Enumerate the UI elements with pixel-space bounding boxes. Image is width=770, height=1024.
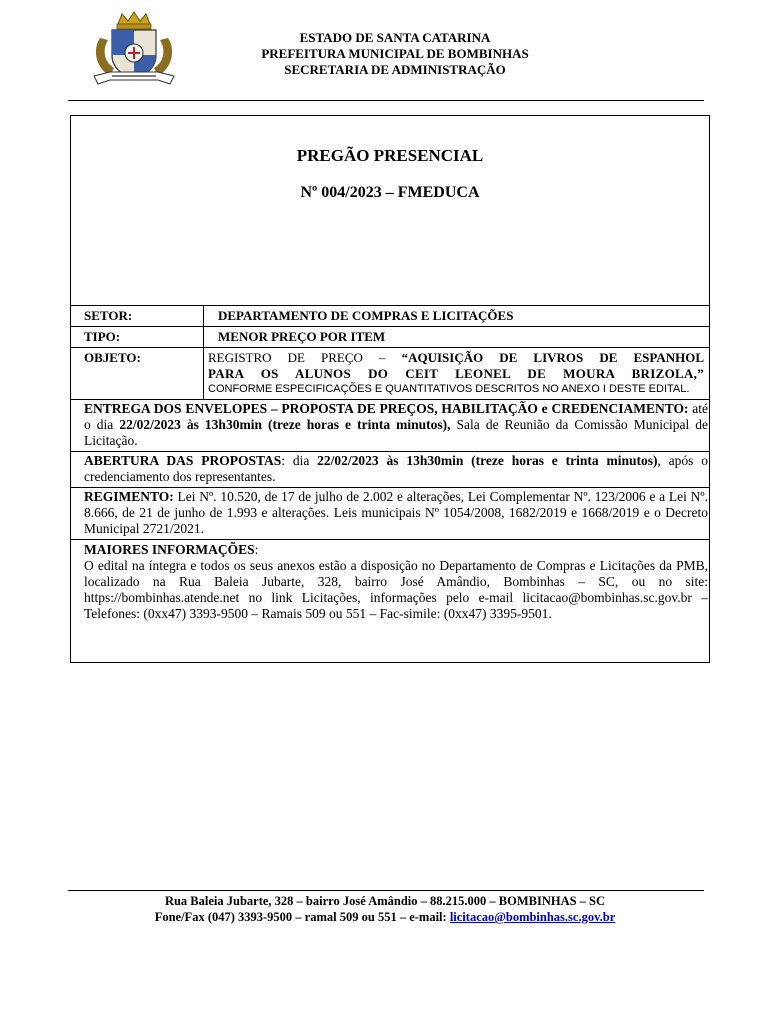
row-setor bbox=[70, 306, 710, 327]
entrega-section bbox=[70, 400, 710, 452]
header-prefecture: PREFEITURA MUNICIPAL DE BOMBINHAS bbox=[261, 46, 529, 61]
setor-value: DEPARTAMENTO DE COMPRAS E LICITAÇÕES bbox=[218, 308, 514, 323]
objeto-label: OBJETO: bbox=[70, 348, 204, 399]
tipo-label: TIPO: bbox=[70, 327, 204, 347]
abertura-text2: , após o credenciamento dos representantes. bbox=[84, 453, 709, 484]
objeto-value bbox=[204, 348, 710, 399]
objeto-line1-pre: REGISTRO DE PREÇO – bbox=[208, 350, 386, 365]
document-header bbox=[200, 30, 590, 78]
footer-email-link[interactable]: licitacao@bombinhas.sc.gov.br bbox=[449, 910, 616, 924]
maiores-colon: : bbox=[254, 542, 259, 557]
regimento-text: Lei Nº. 10.520, de 17 de julho de 2.002 e alterações, Lei Complementar Nº. 123/2006 e a Lei Nº. 8.666, de 21 de junho de 1.993 e alterações. Leis municipais Nº 1054/2008, 1682/2019 e 1668/2019 e o Decreto Municipal 2721/2021. bbox=[84, 489, 708, 536]
abertura-heading: ABERTURA DAS PROPOSTAS bbox=[84, 453, 282, 468]
objeto-line1 bbox=[208, 350, 704, 366]
footer-contact bbox=[70, 909, 700, 925]
objeto-line1-bold: “AQUISIÇÃO DE LIVROS DE ESPANHOL bbox=[401, 350, 704, 365]
footer-divider bbox=[68, 890, 704, 891]
coat-of-arms-icon bbox=[88, 10, 180, 90]
objeto-line3: CONFORME ESPECIFICAÇÕES E QUANTITATIVOS DESCRITOS NO ANEXO I DESTE EDITAL. bbox=[208, 383, 690, 395]
row-tipo bbox=[70, 327, 710, 348]
regimento-heading: REGIMENTO: bbox=[84, 489, 174, 504]
header-divider bbox=[68, 100, 704, 101]
entrega-date: 22/02/2023 às 13h30min (treze horas e trinta minutos), bbox=[119, 417, 451, 432]
maiores-heading: MAIORES INFORMAÇÕES bbox=[84, 542, 255, 557]
footer-address: Rua Baleia Jubarte, 328 – bairro José Amândio – 88.215.000 – BOMBINHAS – SC bbox=[164, 894, 606, 908]
notice-title: PREGÃO PRESENCIAL bbox=[296, 146, 484, 165]
document-footer bbox=[70, 893, 700, 925]
abertura-date: 22/02/2023 às 13h30min (treze horas e trinta minutos) bbox=[317, 453, 658, 468]
setor-label: SETOR: bbox=[70, 306, 204, 326]
header-state: ESTADO DE SANTA CATARINA bbox=[299, 30, 491, 45]
tipo-value: MENOR PREÇO POR ITEM bbox=[218, 329, 386, 344]
header-secretariat: SECRETARIA DE ADMINISTRAÇÃO bbox=[284, 62, 506, 77]
row-objeto bbox=[70, 348, 710, 400]
entrega-heading: ENTREGA DOS ENVELOPES – PROPOSTA DE PREÇOS, HABILITAÇÃO e CREDENCIAMENTO: bbox=[84, 401, 689, 416]
entrega-text1: até o dia bbox=[84, 401, 708, 432]
entrega-text2: Sala de Reunião da Comissão Municipal de Licitação. bbox=[84, 417, 709, 448]
footer-phone: Fone/Fax (047) 3393-9500 – ramal 509 ou 551 – e-mail: bbox=[154, 910, 450, 924]
abertura-text1: : dia bbox=[281, 453, 318, 468]
maiores-text: O edital na íntegra e todos os seus anexos estão a disposição no Departamento de Compras e Licitações da PMB, localizado na Rua Baleia Jubarte, 328, bairro José Amândio, Bombinhas – SC, ou no site: https://bombinhas.atende.net no link Licitações, informações pelo e-mail licitacao@bombinhas.sc.gov.br – Telefones: (0xx47) 3393-9500 – Ramais 509 ou 551 – Fac-simile: (0xx47) 3395-9501. bbox=[84, 558, 708, 621]
notice-table bbox=[70, 305, 710, 624]
regimento-section bbox=[70, 488, 710, 540]
objeto-line2: PARA OS ALUNOS DO CEIT LEONEL DE MOURA BRIZOLA,” bbox=[208, 366, 704, 381]
notice-number: Nº 004/2023 – FMEDUCA bbox=[300, 184, 480, 201]
maiores-section bbox=[70, 540, 710, 624]
abertura-section bbox=[70, 452, 710, 488]
